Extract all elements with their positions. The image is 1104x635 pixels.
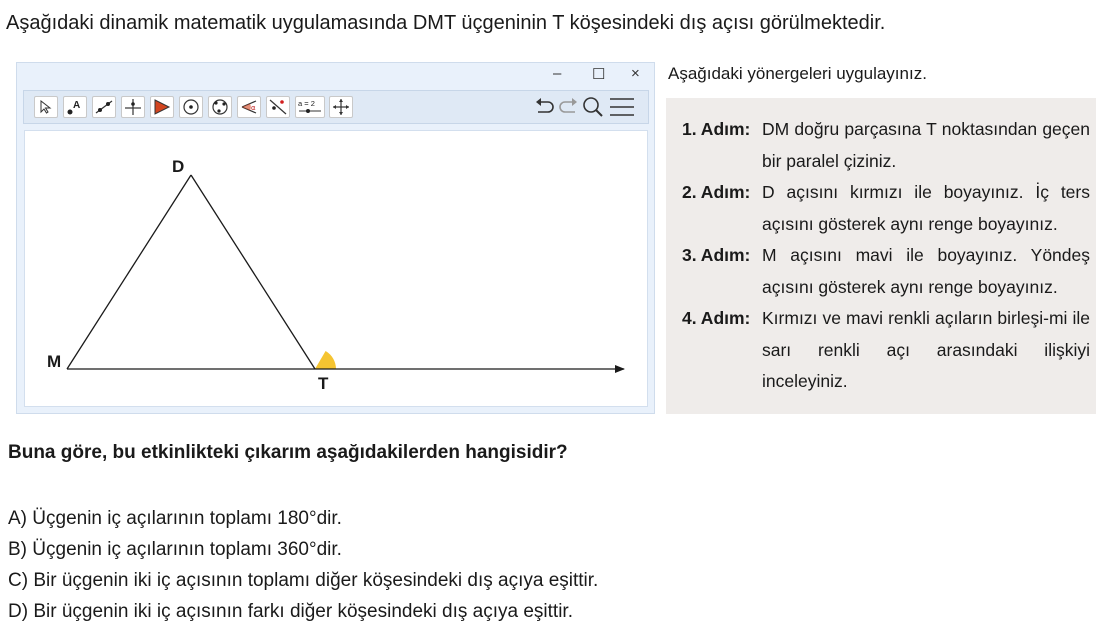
maximize-button[interactable]: ☐: [592, 66, 606, 83]
intro-text: Aşağıdaki dinamik matematik uygulamasında DMT üçgeninin T köşesindeki dış açısı görülmektedir.: [6, 12, 886, 34]
option-c-text: Bir üçgenin iki iç açısının toplamı diğer köşesindeki dış açıya eşittir.: [33, 570, 599, 591]
point-icon[interactable]: [63, 96, 87, 118]
zoom-icon[interactable]: [581, 95, 605, 119]
triangle-figure: [25, 131, 647, 406]
option-c-letter: C): [8, 570, 29, 591]
polygon-icon[interactable]: [150, 96, 174, 118]
option-a[interactable]: [8, 508, 342, 530]
option-a-letter: A): [8, 508, 27, 529]
geogebra-window: [16, 62, 655, 414]
step-2-label: 2. Adım:: [682, 182, 751, 202]
circle-center-icon[interactable]: [179, 96, 203, 118]
option-c[interactable]: [8, 570, 598, 592]
reflect-icon[interactable]: [266, 96, 290, 118]
option-b[interactable]: [8, 539, 342, 561]
minimize-button[interactable]: –: [553, 65, 562, 82]
line-icon[interactable]: [92, 96, 116, 118]
circle-three-points-icon[interactable]: [208, 96, 232, 118]
option-a-text: Üçgenin iç açılarının toplamı 180°dir.: [32, 508, 342, 529]
menu-icon[interactable]: [608, 95, 636, 119]
step-2-text: D açısını kırmızı ile boyayınız. İç ters açısını gösterek aynı renge boyayınız.: [762, 182, 1090, 234]
slider-tool-label: a = 2: [298, 99, 315, 108]
move-view-icon[interactable]: [329, 96, 353, 118]
steps-title: Aşağıdaki yönergeleri uygulayınız.: [668, 64, 927, 83]
step-4-text: Kırmızı ve mavi renkli açıların birleşi-mi ile sarı renkli açı arasındaki ilişkiyi inceleyiniz.: [762, 308, 1090, 391]
graphics-view[interactable]: [24, 130, 648, 407]
undo-icon[interactable]: [532, 95, 556, 117]
option-d[interactable]: [8, 601, 573, 623]
option-d-letter: D): [8, 601, 29, 622]
question-text: Buna göre, bu etkinlikteki çıkarım aşağıdakilerden hangisidir?: [8, 442, 568, 463]
step-3-text: M açısını mavi ile boyayınız. Yöndeş açısını gösterek aynı renge boyayınız.: [762, 245, 1090, 297]
svg-text:α: α: [251, 104, 256, 112]
step-1-text: DM doğru parçasına T noktasından geçen bir paralel çiziniz.: [762, 119, 1090, 171]
redo-icon[interactable]: [557, 95, 581, 117]
point-tool-label: A: [73, 100, 81, 111]
steps-box: [666, 98, 1096, 414]
move-icon[interactable]: [34, 96, 58, 118]
slider-icon[interactable]: [295, 96, 325, 118]
side-dm: [67, 175, 191, 369]
step-1-label: 1. Adım:: [682, 119, 751, 139]
vertex-m-label: M: [47, 352, 62, 371]
angle-icon[interactable]: [237, 96, 261, 118]
option-d-text: Bir üçgenin iki iç açısının farkı diğer köşesindeki dış açıya eşittir.: [33, 601, 573, 622]
exterior-angle-sector: [315, 351, 336, 369]
vertex-t-label: T: [318, 374, 329, 393]
option-b-text: Üçgenin iç açılarının toplamı 360°dir.: [32, 539, 342, 560]
close-button[interactable]: ×: [631, 65, 640, 82]
step-4-label: 4. Adım:: [682, 308, 751, 328]
perpendicular-icon[interactable]: [121, 96, 145, 118]
geogebra-toolbar: [23, 90, 649, 124]
vertex-d-label: D: [172, 157, 185, 176]
option-b-letter: B): [8, 539, 27, 560]
step-3-label: 3. Adım:: [682, 245, 751, 265]
side-dt: [191, 175, 315, 369]
